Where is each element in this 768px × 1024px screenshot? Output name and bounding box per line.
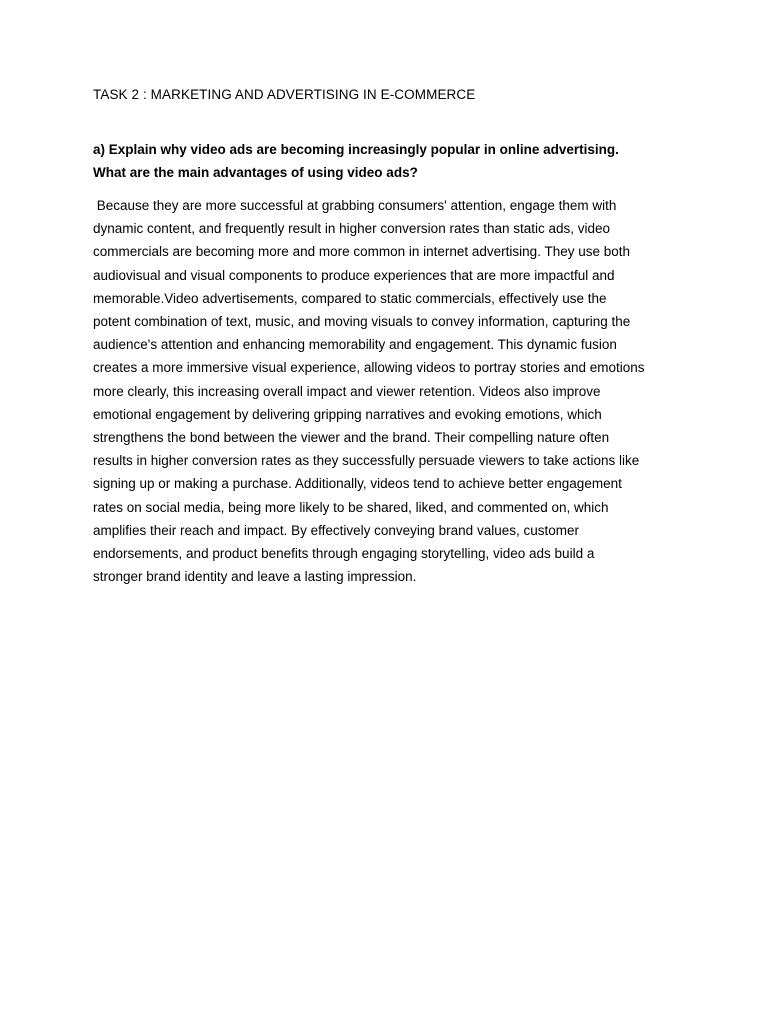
answer-paragraph bbox=[93, 194, 693, 588]
answer-line: endorsements, and product benefits through engaging storytelling, video ads build a bbox=[93, 546, 595, 562]
answer-line: audiovisual and visual components to produce experiences that are more impactful and bbox=[93, 267, 615, 283]
answer-line: results in higher conversion rates as they successfully persuade viewers to take actions like bbox=[93, 453, 640, 469]
answer-line: commercials are becoming more and more common in internet advertising. They use both bbox=[93, 244, 631, 260]
answer-line: stronger brand identity and leave a lasting impression. bbox=[93, 569, 417, 585]
question-line-1: a) Explain why video ads are becoming increasingly popular in online advertising. bbox=[93, 142, 619, 157]
task-title: TASK 2 : MARKETING AND ADVERTISING IN E-COMMERCE bbox=[93, 87, 476, 102]
answer-line: audience's attention and enhancing memorability and engagement. This dynamic fusion bbox=[93, 337, 617, 353]
answer-line: signing up or making a purchase. Additionally, videos tend to achieve better engagement bbox=[93, 476, 622, 492]
answer-line: amplifies their reach and impact. By effectively conveying brand values, customer bbox=[93, 522, 579, 538]
answer-line: potent combination of text, music, and moving visuals to convey information, capturing the bbox=[93, 314, 631, 330]
answer-line: creates a more immersive visual experience, allowing videos to portray stories and emotions bbox=[93, 360, 645, 376]
answer-line: dynamic content, and frequently result in higher conversion rates than static ads, video bbox=[93, 221, 611, 237]
question-line-2: What are the main advantages of using video ads? bbox=[93, 165, 418, 181]
answer-line: strengthens the bond between the viewer and the brand. Their compelling nature often bbox=[93, 430, 610, 446]
answer-line: memorable.Video advertisements, compared to static commercials, effectively use the bbox=[93, 290, 607, 306]
question bbox=[93, 138, 693, 184]
answer-line: Because they are more successful at grabbing consumers' attention, engage them with bbox=[93, 198, 617, 213]
answer-line: rates on social media, being more likely to be shared, liked, and commented on, which bbox=[93, 499, 609, 515]
answer-line: emotional engagement by delivering gripping narratives and evoking emotions, which bbox=[93, 406, 602, 422]
answer-line: more clearly, this increasing overall impact and viewer retention. Videos also improve bbox=[93, 383, 601, 399]
